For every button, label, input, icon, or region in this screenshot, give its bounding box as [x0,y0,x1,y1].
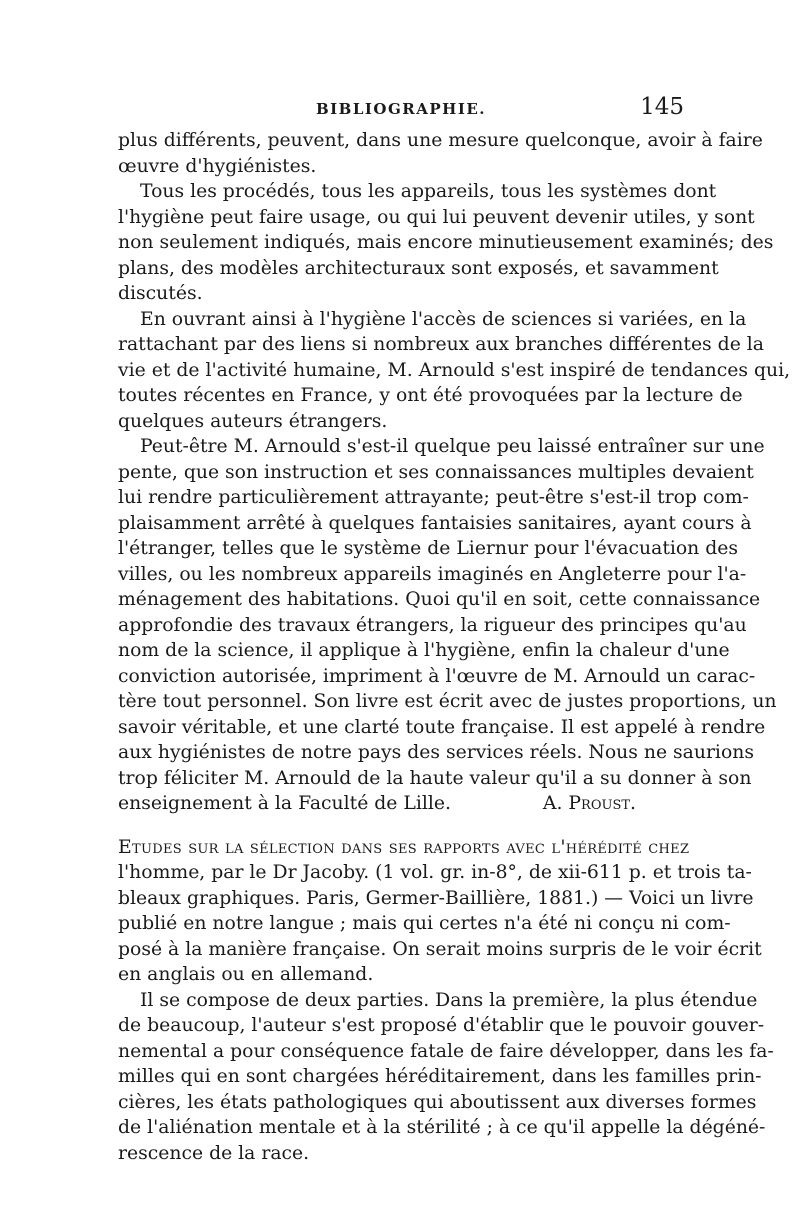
text-line: en anglais ou en allemand. [118,964,374,985]
text-line: trop féliciter M. Arnould de la haute valeur qu'il a su donner à son [118,767,752,789]
text-line: Peut-être M. Arnould s'est-il quelque peu laissé entraîner sur une [140,436,765,457]
page-number: 145 [640,94,684,120]
text-line: quelques auteurs étrangers. [118,410,388,432]
review-closing-line [118,791,684,817]
text-line: rattachant par des liens si nombreux aux branches différentes de la [118,334,764,355]
text-line: aux hygiénistes de notre pays des services réels. Nous ne saurions [118,742,754,763]
text-line: de beaucoup, l'auteur s'est proposé d'établir que le pouvoir gouver- [118,1015,765,1036]
running-title: BIBLIOGRAPHIE. [315,100,487,118]
text-line: lui rendre particulièrement attrayante; peut-être s'est-il trop com- [118,487,749,508]
text-line: approfondie des travaux étrangers, la rigueur des principes qu'au [118,614,747,636]
text-line: plus différents, peuvent, dans une mesure quelconque, avoir à faire [118,130,763,151]
page-header [118,94,684,128]
text-line: milles qui en sont chargées héréditairement, dans les familles prin- [118,1066,762,1087]
text-line: toutes récentes en France, y ont été provoquées par la lecture de [118,385,743,406]
text-line: tère tout personnel. Son livre est écrit avec de justes proportions, un [118,691,777,712]
text-line: discutés. [118,283,203,304]
text-line: l'étranger, telles que le système de Liernur pour l'évacuation des [118,538,739,559]
body-text [118,128,791,1166]
section-gap [118,817,684,835]
text-line: non seulement indiqués, mais encore minutieusement examinés; des [118,232,774,253]
text-line: plaisamment arrêté à quelques fantaisies sanitaires, ayant cours à [118,512,752,534]
text-line: pente, que son instruction et ses connaissances multiples devaient [118,461,754,483]
text-line: conviction autorisée, impriment à l'œuvre de M. Arnould un carac- [118,665,756,687]
text-line: ménagement des habitations. Quoi qu'il en soit, cette connaissance [118,589,761,610]
text-line: vie et de l'activité humaine, M. Arnould s'est inspiré de tendances qui, [118,359,791,381]
text-line: cières, les états pathologiques qui aboutissent aux diverses formes [118,1091,757,1113]
text-line: de l'aliénation mentale et à la stérilité ; à ce qu'il appelle la dégéné- [118,1117,766,1138]
text-line: savoir véritable, et une clarté toute française. Il est appelé à rendre [118,716,766,738]
text-line: œuvre d'hygiénistes. [118,155,317,177]
review-jacoby [118,860,774,1166]
review-title: Etudes sur la sélection dans ses rapports avec l'hérédité chez [118,836,690,858]
text-line: En ouvrant ainsi à l'hygiène l'accès de sciences si variées, en la [140,308,747,330]
text-line: rescence de la race. [118,1142,310,1164]
text-line: Il se compose de deux parties. Dans la première, la plus étendue [140,989,758,1011]
text-line: l'hygiène peut faire usage, ou qui lui peuvent devenir utiles, y sont [118,206,755,228]
review-arnould [118,128,791,791]
text-line: l'homme, par le Dr Jacoby. (1 vol. gr. in-8°, de xii-611 p. et trois ta- [118,862,752,883]
text-line: posé à la manière française. On serait moins surpris de le voir écrit [118,938,762,960]
text-line: plans, des modèles architecturaux sont exposés, et savamment [118,257,719,279]
text-line: Tous les procédés, tous les appareils, tous les systèmes dont [140,181,717,202]
text-line: nemental a pour conséquence fatale de faire développer, dans les fa- [118,1040,774,1062]
text-line: villes, ou les nombreux appareils imaginés en Angleterre pour l'a- [118,563,747,585]
text-line: bleaux graphiques. Paris, Germer-Baillière, 1881.) — Voici un livre [118,887,754,909]
signature: A. Proust. [542,793,636,814]
closing-text: enseignement à la Faculté de Lille. [118,793,451,814]
text-line: nom de la science, il applique à l'hygiène, enfin la chaleur d'une [118,640,730,661]
text-line: publié en notre langue ; mais qui certes n'a été ni conçu ni com- [118,913,731,934]
